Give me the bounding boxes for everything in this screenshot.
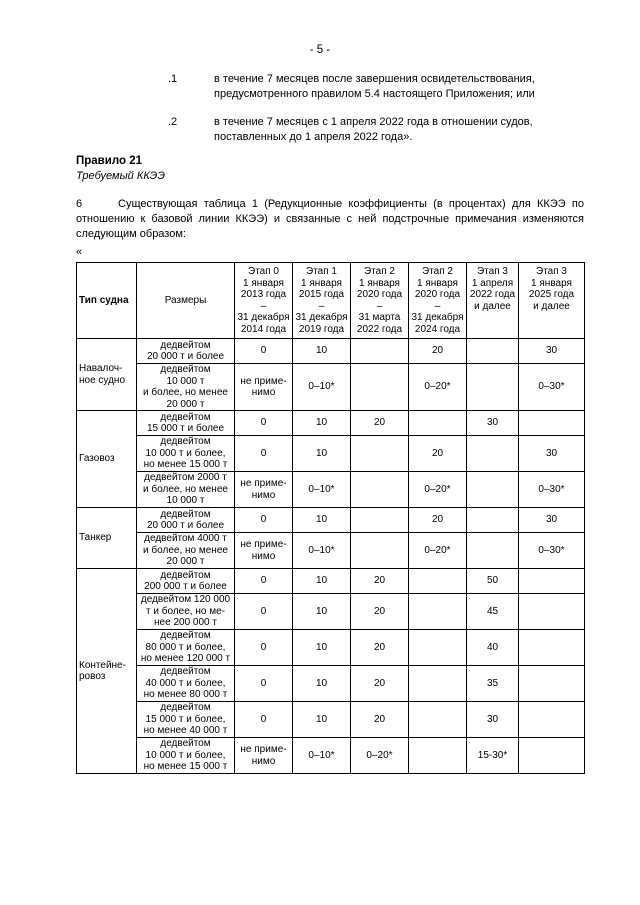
value-cell: 10 [293,594,351,630]
value-cell: 50 [467,569,519,594]
value-cell: 0–20* [351,738,409,774]
value-cell [519,411,585,436]
value-cell: 0–20* [409,472,467,508]
size-cell: дедвейтом 2000 т и более, но менее 10 000 т [137,472,235,508]
value-cell [519,594,585,630]
value-cell: 0 [235,508,293,533]
header-phase-1: Этап 1 1 января 2015 года – 31 декабря 2019 года [293,263,351,339]
value-cell [467,472,519,508]
value-cell: 0 [235,436,293,472]
header-phase-0: Этап 0 1 января 2013 года – 31 декабря 2014 года [235,263,293,339]
header-phase-2: Этап 2 1 января 2020 года – 31 марта 2022 года [351,263,409,339]
value-cell: 20 [351,594,409,630]
size-cell: дедвейтом 15 000 т и более, но менее 40 000 т [137,702,235,738]
size-cell: дедвейтом 4000 т и более, но менее 20 000 т [137,533,235,569]
table-row [77,630,585,666]
value-cell: 35 [467,666,519,702]
header-phase-5: Этап 3 1 января 2025 года и далее [519,263,585,339]
table-row [77,508,585,533]
value-cell: 0–20* [409,533,467,569]
value-cell: 20 [351,569,409,594]
reduction-factor-table [76,262,585,774]
value-cell: 0 [235,411,293,436]
table-row [77,472,585,508]
value-cell [519,702,585,738]
table-row [77,702,585,738]
value-cell: 0 [235,339,293,364]
value-cell [409,594,467,630]
value-cell: 20 [351,411,409,436]
value-cell: 20 [351,630,409,666]
value-cell [409,666,467,702]
value-cell: 0 [235,594,293,630]
value-cell [351,508,409,533]
value-cell [409,411,467,436]
value-cell: 0 [235,630,293,666]
value-cell: 0–30* [519,533,585,569]
table-row [77,569,585,594]
rule-subtitle: Требуемый ККЭЭ [76,170,165,182]
value-cell: 45 [467,594,519,630]
value-cell [467,533,519,569]
value-cell [409,630,467,666]
item-text-line: в течение 7 месяцев с 1 апреля 2022 года в отношении судов, [214,116,533,128]
value-cell: 10 [293,339,351,364]
header-ship-type: Тип судна [77,263,137,339]
page-number: - 5 - [309,44,331,56]
value-cell [519,738,585,774]
value-cell [351,364,409,411]
table-row [77,364,585,411]
value-cell: 30 [467,702,519,738]
table-row [77,666,585,702]
value-cell: 20 [351,666,409,702]
value-cell [409,702,467,738]
value-cell: 30 [467,411,519,436]
value-cell: не приме- нимо [235,738,293,774]
header-phase-3: Этап 2 1 января 2020 года – 31 декабря 2024 года [409,263,467,339]
ship-type-cell: Танкер [77,508,137,569]
value-cell [467,436,519,472]
item-text-1 [214,72,535,102]
value-cell: 0–10* [293,472,351,508]
value-cell [519,630,585,666]
item-text-line: поставленных до 1 апреля 2022 года». [214,131,413,143]
value-cell: 0–10* [293,533,351,569]
size-cell: дедвейтом 40 000 т и более, но менее 80 000 т [137,666,235,702]
size-cell: дедвейтом 10 000 т и более, но менее 15 000 т [137,738,235,774]
value-cell: не приме- нимо [235,472,293,508]
header-phase-4: Этап 3 1 апреля 2022 года и далее [467,263,519,339]
value-cell: 0–10* [293,364,351,411]
value-cell: 10 [293,666,351,702]
table-body [77,263,585,774]
value-cell: 20 [409,436,467,472]
value-cell: 0–30* [519,472,585,508]
table-row [77,594,585,630]
value-cell [409,569,467,594]
value-cell: 0–10* [293,738,351,774]
value-cell [409,738,467,774]
value-cell: 10 [293,569,351,594]
size-cell: дедвейтом 200 000 т и более [137,569,235,594]
value-cell: 20 [351,702,409,738]
open-quote: « [76,246,83,258]
value-cell: 10 [293,436,351,472]
item-text-line: в течение 7 месяцев после завершения освидетельствования, [214,73,535,85]
value-cell [351,472,409,508]
rule-title: Правило 21 [76,155,142,167]
item-text-2 [214,115,533,145]
value-cell: 0 [235,702,293,738]
value-cell: 10 [293,508,351,533]
value-cell [351,533,409,569]
ship-type-cell: Навалоч- ное судно [77,339,137,411]
ship-type-cell: Газовоз [77,411,137,508]
value-cell: 0–30* [519,364,585,411]
value-cell: 30 [519,339,585,364]
size-cell: дедвейтом 20 000 т и более [137,339,235,364]
header-size: Размеры [137,263,235,339]
value-cell: 0 [235,569,293,594]
value-cell: 10 [293,702,351,738]
value-cell: 30 [519,508,585,533]
value-cell: 15-30* [467,738,519,774]
value-cell: не приме- нимо [235,533,293,569]
item-text-line: предусмотренного правилом 5.4 настоящего Приложения; или [214,88,535,100]
value-cell: 10 [293,630,351,666]
size-cell: дедвейтом 10 000 т и более, но менее 15 000 т [137,436,235,472]
value-cell: 40 [467,630,519,666]
value-cell [351,339,409,364]
paragraph-number: 6 [76,198,83,210]
size-cell: дедвейтом 20 000 т и более [137,508,235,533]
table-row [77,533,585,569]
table-row [77,436,585,472]
value-cell: 0 [235,666,293,702]
value-cell [351,436,409,472]
item-number-1: .1 [168,73,178,85]
value-cell [467,339,519,364]
value-cell: 20 [409,508,467,533]
value-cell [519,569,585,594]
table-row [77,411,585,436]
value-cell [519,666,585,702]
value-cell: 10 [293,411,351,436]
size-cell: дедвейтом 80 000 т и более, но менее 120 000 т [137,630,235,666]
size-cell: дедвейтом 120 000 т и более, но ме- нее 200 000 т [137,594,235,630]
value-cell: 30 [519,436,585,472]
size-cell: дедвейтом 10 000 т и более, но менее 20 000 т [137,364,235,411]
item-number-2: .2 [168,116,178,128]
value-cell: 20 [409,339,467,364]
ship-type-cell: Контейне- ровоз [77,569,137,774]
value-cell: 0–20* [409,364,467,411]
table-header-row [77,263,585,339]
table-row [77,738,585,774]
size-cell: дедвейтом 15 000 т и более [137,411,235,436]
value-cell: не приме- нимо [235,364,293,411]
table-row [77,339,585,364]
paragraph-text: Существующая таблица 1 (Редукционные коэффициенты (в процентах) для ККЭЭ по отношению к базовой линии ККЭЭ) и связанные с ней подстрочные примечания изменяются следующим образом: [76,198,584,240]
value-cell [467,364,519,411]
value-cell [467,508,519,533]
